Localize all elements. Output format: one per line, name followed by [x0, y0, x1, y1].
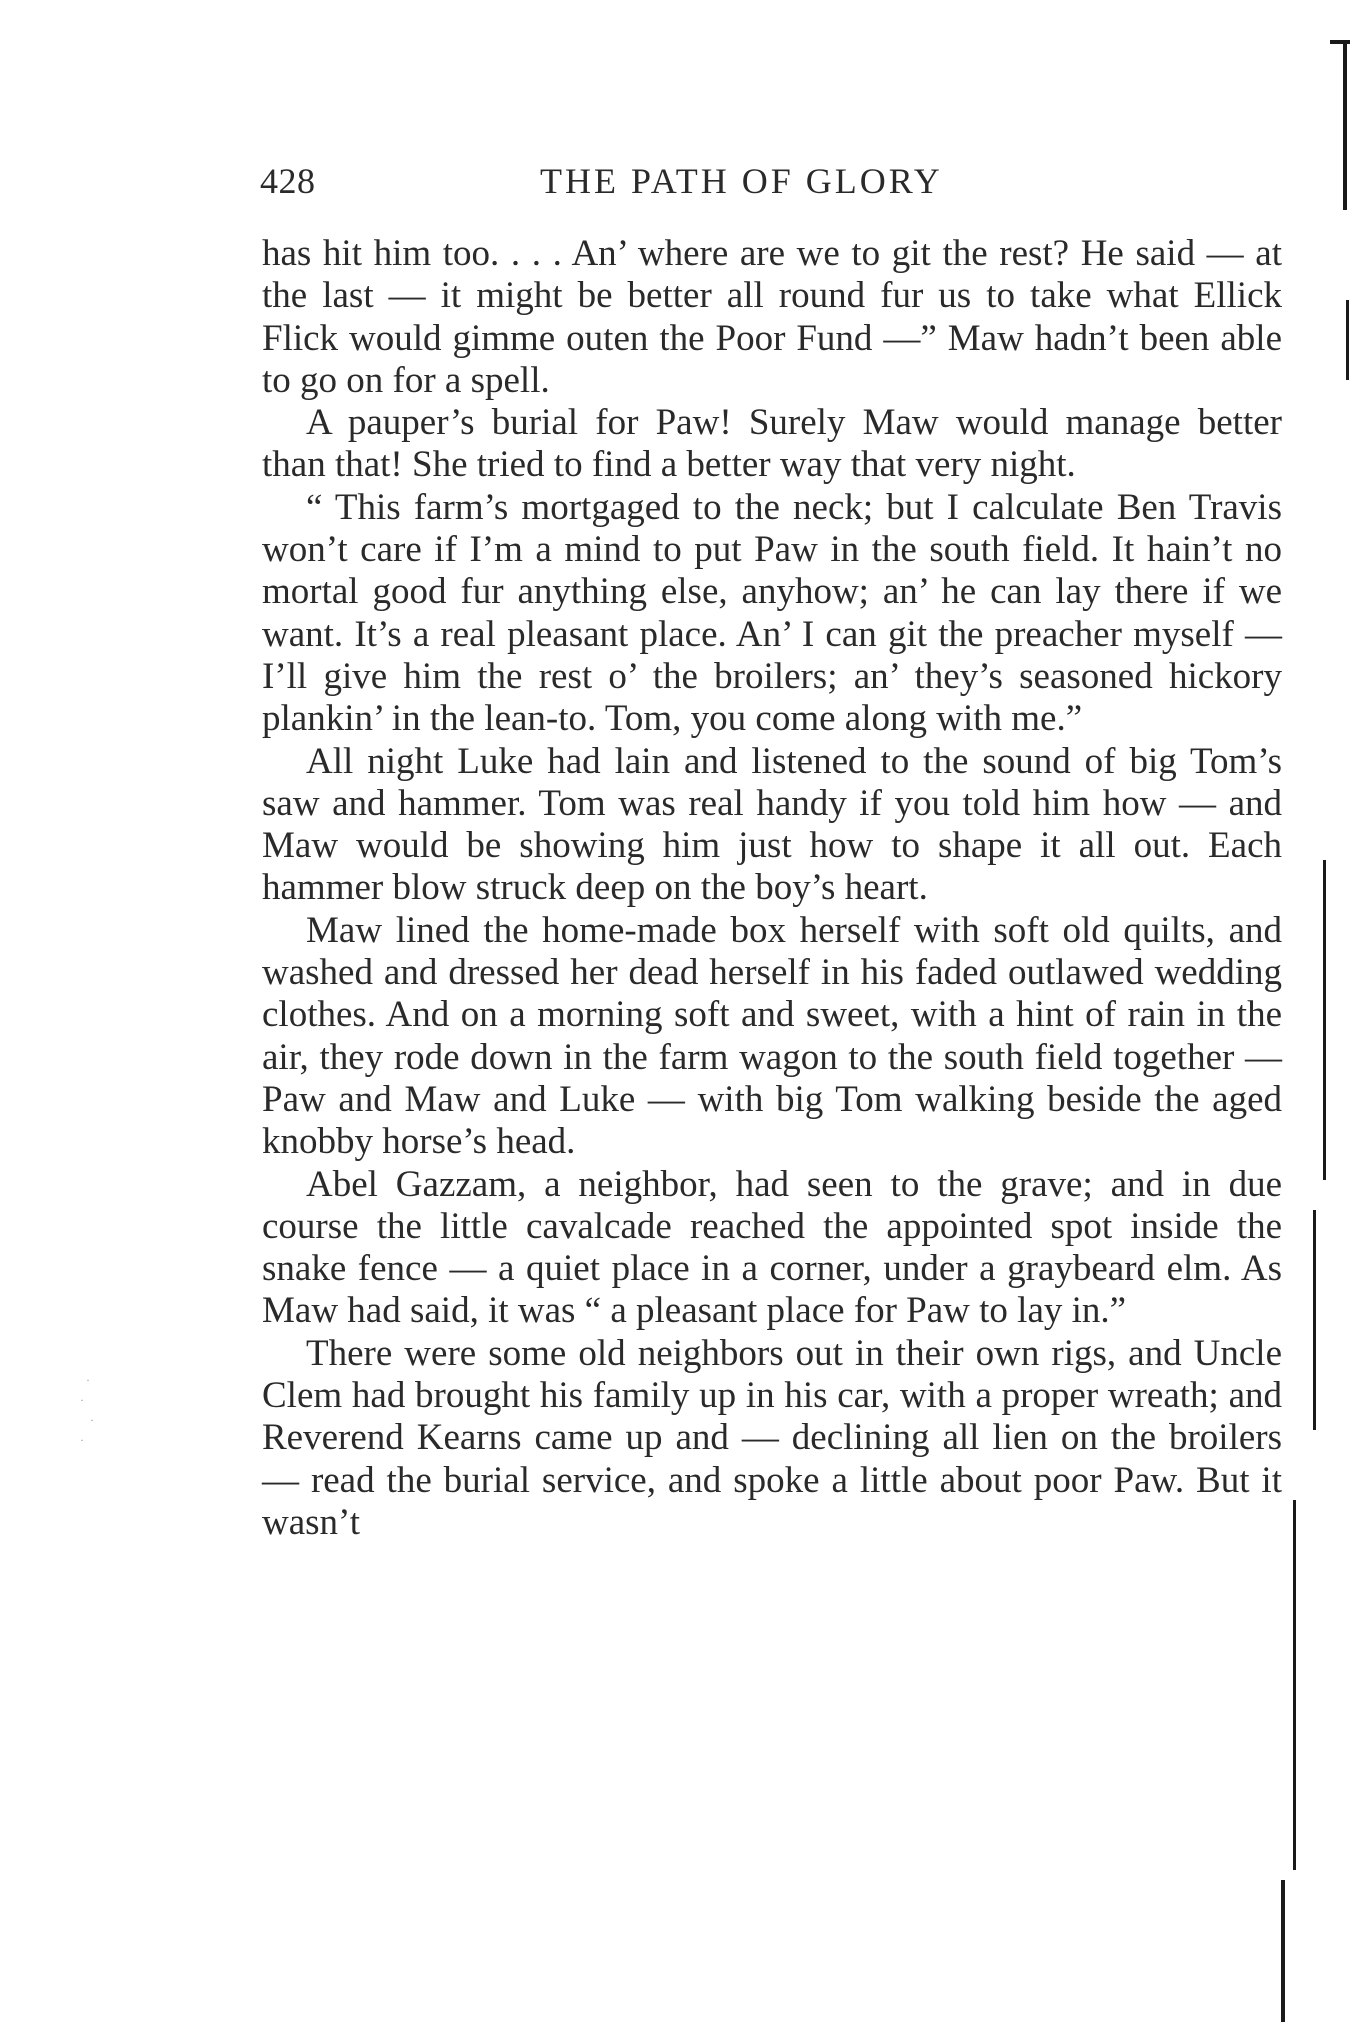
scan-edge-top-serif [1330, 40, 1350, 44]
running-title: THE PATH OF GLORY [540, 161, 943, 201]
page-header [260, 160, 1060, 210]
scan-edge-top [1343, 40, 1347, 210]
scan-specks: · · · · [80, 1373, 94, 1447]
paragraph-5: Maw lined the home-made box herself with soft old quilts, and washed and dressed her dead herself in his faded outlawed wedding clothes. And on a morning soft and sweet, with a hint of rain in the air, they rode down in the farm wagon to the south field together — Paw and Maw and Luke — with big Tom walking beside the aged knobby horse’s head. [262, 909, 1282, 1163]
scan-edge-mid-low [1313, 1210, 1316, 1430]
body-text [262, 233, 1282, 1544]
scan-edge-low [1293, 1500, 1296, 1870]
scan-edge-mid [1323, 860, 1326, 1180]
paragraph-2: A pauper’s burial for Paw! Surely Maw would manage better than that! She tried to find a better way that very night. [262, 402, 1282, 486]
paragraph-1: has hit him too. . . . An’ where are we to git the rest? He said — at the last — it might be better all round fur us to take what Ellick Flick would gimme outen the Poor Fund —” Maw hadn’t been able to go on for a spell. [262, 233, 1282, 401]
paragraph-7: There were some old neighbors out in their own rigs, and Uncle Clem had brought his family up in his car, with a proper wreath; and Reverend Kearns came up and — declining all lien on the broilers — read the burial service, and spoke a little about poor Paw. But it wasn’t [262, 1332, 1282, 1543]
paragraph-4: All night Luke had lain and listened to the sound of big Tom’s saw and hammer. Tom was real handy if you told him how — and Maw would be showing him just how to shape it all out. Each hammer blow struck deep on the boy’s heart. [262, 740, 1282, 909]
paragraph-6: Abel Gazzam, a neighbor, had seen to the grave; and in due course the little cavalcade reached the appointed spot inside the snake fence — a quiet place in a corner, under a graybeard elm. As Maw had said, it was “ a pleasant place for Paw to lay in.” [262, 1163, 1282, 1332]
page-number: 428 [260, 161, 316, 201]
paragraph-3: “ This farm’s mortgaged to the neck; but I calculate Ben Travis won’t care if I’m a mind to put Paw in the south field. It hain’t no mortal good fur anything else, anyhow; an’ he can lay there if we want. It’s a real pleasant place. An’ I can git the preacher myself — I’ll give him the rest o’ the broilers; an’ they’s seasoned hickory plankin’ in the lean-to. Tom, you come along with me.” [262, 486, 1282, 740]
scan-edge-bottom [1281, 1880, 1285, 2022]
scan-edge-upper [1346, 300, 1349, 380]
